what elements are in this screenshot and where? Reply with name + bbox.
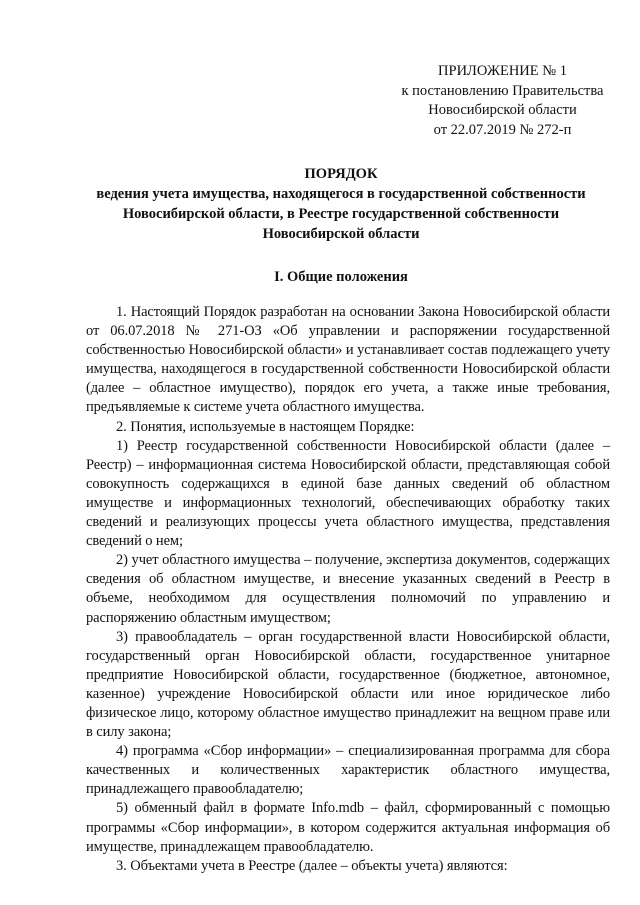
appendix-resolution-ref: к постановлению Правительства [401,82,604,99]
appendix-number: ПРИЛОЖЕНИЕ № 1 [438,63,567,79]
title-line-2: ведения учета имущества, находящегося в государственной собственности [96,186,586,202]
appendix-region: Новосибирской области [428,102,577,118]
document-title [72,164,610,244]
title-line-3: Новосибирской области, в Реестре государственной собственности [122,206,560,222]
paragraph-5: 3) правообладатель – орган государственной власти Новосибирской области, государственный орган Новосибирской области, государственное унитарное предприятие Новосибирской области, государственное (бюджетное, автономное, казенное) учреждение Новосибирской области или иное юридическое либо физическое лицо, которому областное имущество принадлежит на вещном праве или в силу закона; [86,628,610,741]
document-body [86,303,610,876]
paragraph-3: 1) Реестр государственной собственности Новосибирской области (далее – Реестр) – информационная система Новосибирской области, представляющая собой совокупность содержащихся в единой базе данных сведений об областном имуществе и информационных технологий, обеспечивающих обработку таких сведений и реализующих процессы учета областного имущества, представления сведений о нем; [86,437,610,550]
paragraph-4: 2) учет областного имущества – получение, экспертиза документов, содержащих сведения об областном имуществе, и внесение указанных сведений в Реестр в объеме, необходимом для осуществления полномочий по управлению и распоряжению областным имуществом; [86,552,610,626]
paragraph-6: 4) программа «Сбор информации» – специализированная программа для сбора качественных и количественных характеристик областного имущества, принадлежащего правообладателю; [86,743,610,798]
paragraph-8: 3. Объектами учета в Реестре (далее – объекты учета) являются: [116,857,508,874]
appendix-date-number: от 22.07.2019 № 272-п [433,121,572,138]
paragraph-1: 1. Настоящий Порядок разработан на основании Закона Новосибирской области от 06.07.2018 № 271-ОЗ «Об управлении и распоряжении государственной собственностью Новосибирской области» и устанавливает состав подлежащего учету имущества, находящегося в государственной собственности Новосибирской области (далее – областное имущество), порядок его учета, а также иные требования, предъявляемые к системе учета областного имущества. [86,304,610,416]
appendix-header [380,62,625,140]
paragraph-2: 2. Понятия, используемые в настоящем Порядке: [116,418,415,435]
paragraph-7: 5) обменный файл в формате Info.mdb – файл, сформированный с помощью программы «Сбор информации», в котором содержится актуальная информация об имуществе, принадлежащем правообладателю. [86,800,610,855]
section-heading: I. Общие положения [274,269,408,285]
title-line-1: ПОРЯДОК [304,166,378,182]
title-line-4: Новосибирской области [262,226,420,242]
